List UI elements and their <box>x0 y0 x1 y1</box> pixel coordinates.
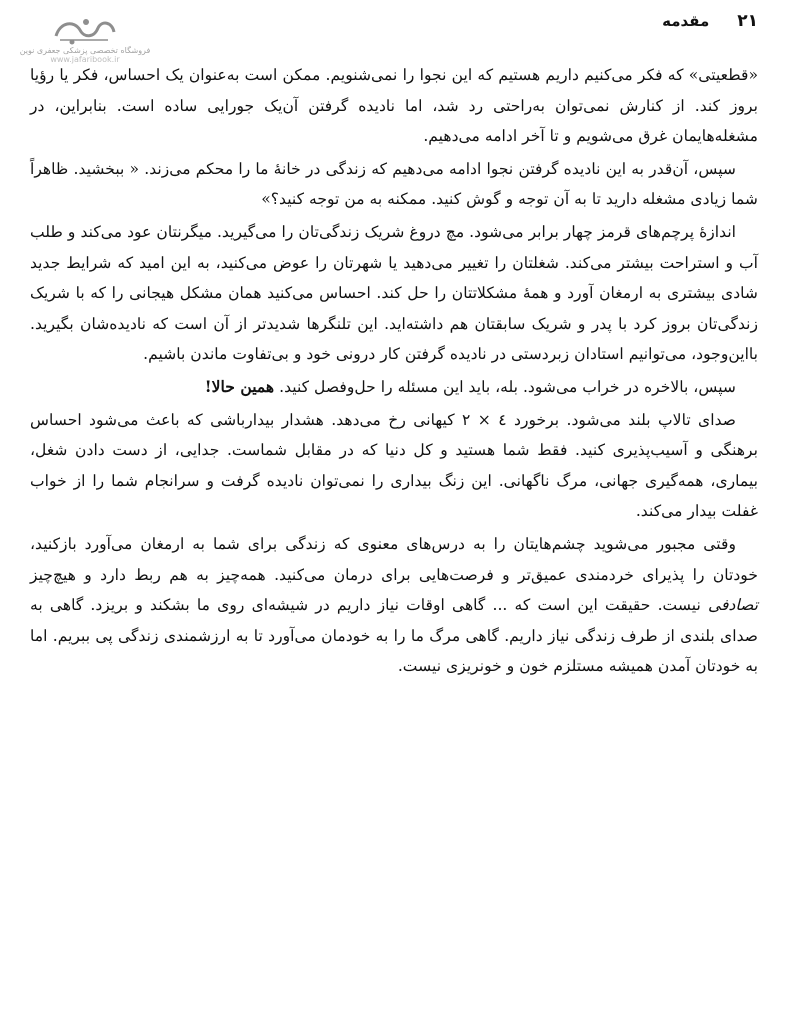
paragraph-3-text: اندازهٔ پرچم‌های قرمز چهار برابر می‌شود. مچ دروغ شریک زندگی‌تان را می‌گیرید. میگرنتان عود می‌کند و طلب آب و استراحت بیشتر می‌کند. شغلتان را تغییر می‌دهید یا شهرتان را عوض می‌کنید، به این امید که شرایط جدید شادی بیشتری به ارمغان آورد و همهٔ مشکلاتتان را حل کند. احساس می‌کنید همان مشکل هیجانی را که با شریک زندگی‌تان بروز کرد با پدر و شریک سابقتان هم داشته‌اید. این تلنگرها شدیدتر از آن است که نادیده‌شان بگیرید. بااین‌وجود، می‌توانیم استادان زبردستی در نادیده گرفتن کار درونی خود و بی‌تفاوت ماندن باشیم. <box>30 222 758 364</box>
paragraph-6 <box>30 529 758 682</box>
paragraph-1 <box>30 60 758 152</box>
chapter-title: مقدمه <box>662 12 710 30</box>
book-page <box>19 0 758 1012</box>
paragraph-4-text: سپس، بالاخره در خراب می‌شود. بله، باید این مسئله را حل‌وفصل کنید. <box>279 377 736 396</box>
paragraph-4-emphasis: همین حالا! <box>204 376 275 396</box>
watermark-caption: فروشگاه تخصصی پزشکی جعفری نوین <box>19 46 151 55</box>
paragraph-5 <box>30 405 758 527</box>
paragraph-2-text: سپس، آن‌قدر به این نادیده گرفتن نجوا ادامه می‌دهیم که زندگی در خانهٔ ما را محکم می‌زند. « ببخشید. ظاهراً شما زیادی مشغله دارید تا به آن توجه و گوش کنید. ممکنه به من توجه کنید؟» <box>30 159 758 209</box>
paragraph-2 <box>30 154 758 215</box>
paragraph-1-text: «قطعیتی» که فکر می‌کنیم داریم هستیم که این نجوا را نمی‌شنویم. ممکن است به‌عنوان یک احساس، فکر یا رؤیا بروز کند. از کنارش نمی‌توان به‌راحتی رد شد، اما نادیده گرفتن آن‌یک جورایی ساده است. بنابراین، در مشغله‌هایمان غرق می‌شویم و تا آخر ادامه می‌دهیم. <box>30 66 758 146</box>
paragraph-6-text-after: نیست. حقیقت این است که ... گاهی اوقات نیاز داریم در شیشه‌ای روی ما بشکند و بریزد. گاهی به صدای بلندی از طرف زندگی نیاز داریم. گاهی مرگ ما را به خودمان می‌آورد تا به ارزشمندی زندگی پی ببریم. اما به خودتان آمدن همیشه مستلزم خون و خونریزی نیست. <box>30 596 758 676</box>
paragraph-5-text: صدای تالاپ بلند می‌شود. برخورد ٤ × ٢ کیهانی رخ می‌دهد. هشدار بیدارباشی که باعث می‌شود احساس برهنگی و آسیب‌پذیری کنید. فقط شما هستید و کل دنیا که در مقابل شماست. جدایی، از دست دادن شغل، بیماری، همه‌گیری جهانی، مرگ ناگهانی. این زنگ بیداری را نمی‌توان نادیده گرفت و سرانجام شما را از خواب غفلت بیدار می‌کند. <box>30 410 758 521</box>
paragraph-6-italic-word: تصادفی <box>707 596 758 615</box>
paragraph-3 <box>30 217 758 370</box>
paragraph-6-text-before: وقتی مجبور می‌شوید چشم‌هایتان را به درس‌های معنوی که زندگی برای شما به ارمغان می‌آورد بازکنید، خودتان را پذیرای خردمندی عمیق‌تر و فرصت‌هایی برای درمان می‌کنید. همه‌چیز به هم ربط دارد و هیچ‌چیز <box>30 534 758 584</box>
watermark-url: www.jafaribook.ir <box>50 55 120 64</box>
page-number: ۲۱ <box>737 11 758 31</box>
paragraph-4 <box>30 372 758 403</box>
body-text <box>30 60 758 682</box>
publisher-logo-icon <box>50 14 120 48</box>
